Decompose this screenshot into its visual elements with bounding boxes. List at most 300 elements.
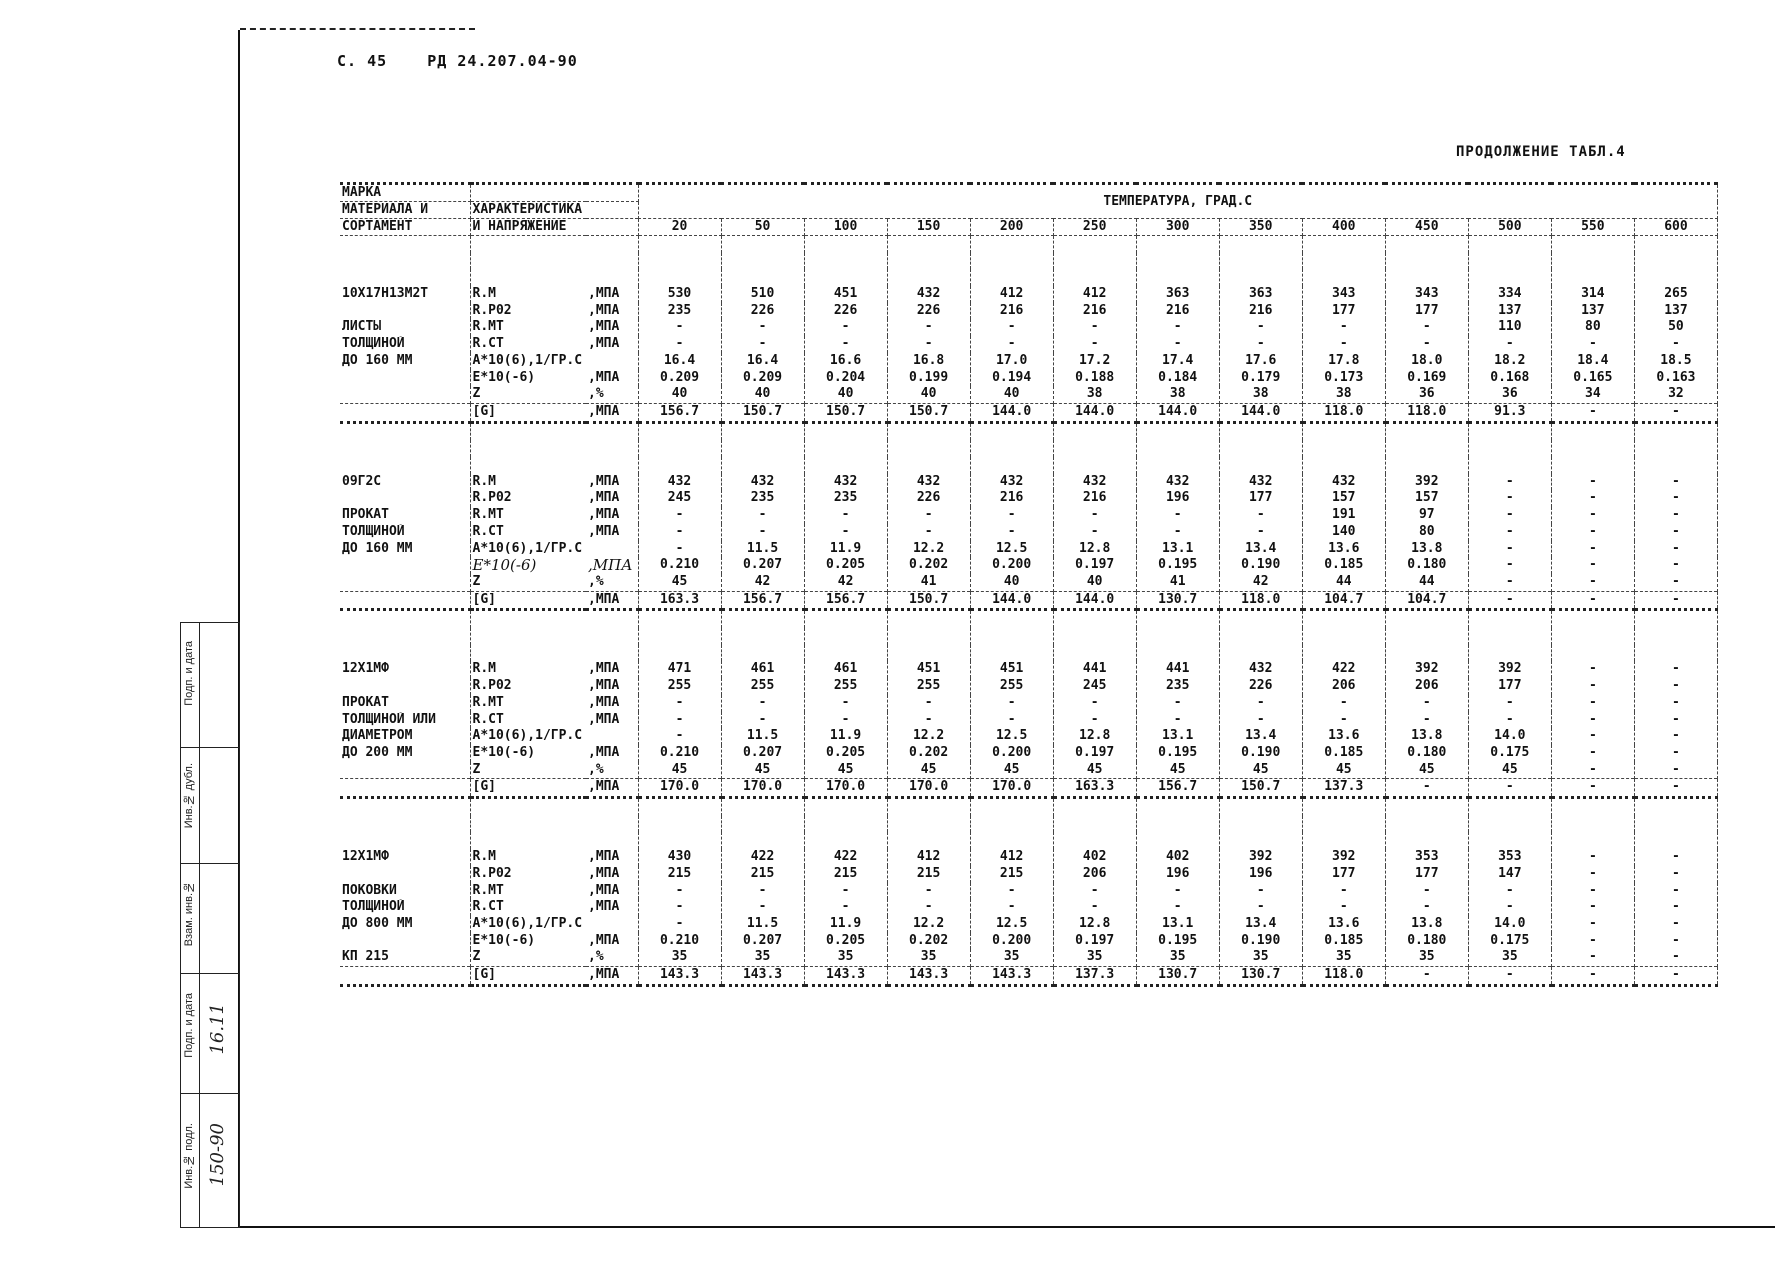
- characteristic-unit: ,МПА: [586, 303, 638, 320]
- value-cell: 353: [1468, 849, 1551, 866]
- empty-cell: [804, 236, 887, 253]
- empty-cell: [1468, 269, 1551, 286]
- value-cell: -: [1551, 883, 1634, 900]
- value-cell: 422: [804, 849, 887, 866]
- value-cell: 42: [721, 574, 804, 591]
- value-cell: -: [721, 899, 804, 916]
- empty-cell: [638, 269, 721, 286]
- empty-cell: [586, 816, 638, 833]
- value-cell: 137: [1468, 303, 1551, 320]
- empty-cell: [1634, 645, 1717, 662]
- value-cell: 0.188: [1053, 370, 1136, 387]
- empty-cell: [1468, 832, 1551, 849]
- value-cell: -: [1551, 574, 1634, 591]
- empty-cell: [1468, 440, 1551, 457]
- value-cell: 215: [638, 866, 721, 883]
- empty-cell: [638, 798, 721, 816]
- value-cell: -: [638, 695, 721, 712]
- empty-cell: [1219, 628, 1302, 645]
- empty-cell: [470, 610, 586, 628]
- empty-cell: [970, 269, 1053, 286]
- empty-cell: [887, 269, 970, 286]
- material-line: ТОЛЩИНОЙ: [340, 336, 470, 353]
- material-line: ТОЛЩИНОЙ: [340, 899, 470, 916]
- value-cell: -: [1053, 319, 1136, 336]
- material-line: ДИАМЕТРОМ: [340, 728, 470, 745]
- value-cell: 216: [1136, 303, 1219, 320]
- table-row: [340, 728, 1718, 745]
- value-cell: -: [970, 507, 1053, 524]
- empty-cell: [804, 457, 887, 474]
- empty-cell: [970, 628, 1053, 645]
- temperature-header-cell: 600: [1634, 219, 1717, 236]
- value-cell: -: [970, 319, 1053, 336]
- value-cell: 13.8: [1385, 916, 1468, 933]
- empty-cell: [887, 645, 970, 662]
- value-cell: -: [1385, 695, 1468, 712]
- stamp-label: Инв.№ подл.: [183, 1123, 195, 1189]
- empty-cell: [586, 253, 638, 270]
- value-cell: -: [1634, 779, 1717, 798]
- characteristic-name: A*10(6),1/ГР.C: [470, 728, 586, 745]
- empty-cell: [1634, 440, 1717, 457]
- value-cell: -: [1551, 779, 1634, 798]
- empty-cell: [340, 610, 470, 628]
- value-cell: 245: [1053, 678, 1136, 695]
- empty-cell: [340, 236, 470, 253]
- value-cell: -: [1136, 899, 1219, 916]
- value-cell: 0.210: [638, 745, 721, 762]
- characteristic-name: R.MT: [470, 695, 586, 712]
- spacer-row: [340, 269, 1718, 286]
- empty-cell: [340, 628, 470, 645]
- empty-cell: [1136, 645, 1219, 662]
- material-line: ПРОКАТ: [340, 507, 470, 524]
- value-cell: 191: [1302, 507, 1385, 524]
- value-cell: 177: [1385, 303, 1468, 320]
- empty-cell: [586, 832, 638, 849]
- value-cell: -: [1136, 695, 1219, 712]
- value-cell: 17.6: [1219, 353, 1302, 370]
- table-row: [340, 286, 1718, 303]
- value-cell: 255: [721, 678, 804, 695]
- value-cell: 118.0: [1219, 591, 1302, 610]
- value-cell: 34: [1551, 386, 1634, 403]
- value-cell: 144.0: [1219, 403, 1302, 422]
- empty-cell: [1468, 253, 1551, 270]
- empty-cell: [470, 422, 586, 440]
- spacer-row: [340, 798, 1718, 816]
- empty-cell: [1551, 422, 1634, 440]
- value-cell: 170.0: [804, 779, 887, 798]
- value-cell: -: [887, 336, 970, 353]
- value-cell: -: [1302, 883, 1385, 900]
- value-cell: 18.4: [1551, 353, 1634, 370]
- value-cell: -: [1468, 591, 1551, 610]
- characteristic-name: Z: [470, 386, 586, 403]
- empty-cell: [638, 645, 721, 662]
- empty-cell: [1053, 457, 1136, 474]
- value-cell: -: [638, 336, 721, 353]
- characteristic-unit: ,%: [586, 949, 638, 966]
- value-cell: 0.202: [887, 933, 970, 950]
- empty-cell: [721, 253, 804, 270]
- empty-cell: [340, 403, 470, 422]
- value-cell: 0.195: [1136, 557, 1219, 574]
- value-cell: 45: [1136, 762, 1219, 779]
- value-cell: 343: [1302, 286, 1385, 303]
- value-cell: 216: [970, 303, 1053, 320]
- value-cell: -: [721, 319, 804, 336]
- value-cell: 35: [1385, 949, 1468, 966]
- value-cell: 35: [887, 949, 970, 966]
- empty-cell: [586, 457, 638, 474]
- empty-cell: [1053, 798, 1136, 816]
- characteristic-unit: ,МПА: [586, 866, 638, 883]
- value-cell: 14.0: [1468, 916, 1551, 933]
- document-code: РД 24.207.04-90: [427, 52, 578, 70]
- value-cell: 0.207: [721, 557, 804, 574]
- value-cell: 353: [1385, 849, 1468, 866]
- value-cell: -: [804, 524, 887, 541]
- spacer-row: [340, 253, 1718, 270]
- empty-cell: [1468, 798, 1551, 816]
- empty-cell: [887, 422, 970, 440]
- empty-cell: [470, 832, 586, 849]
- characteristic-unit: ,%: [586, 762, 638, 779]
- spacer-row: [340, 236, 1718, 253]
- value-cell: 32: [1634, 386, 1717, 403]
- value-cell: -: [1468, 524, 1551, 541]
- value-cell: -: [1551, 967, 1634, 986]
- value-cell: 45: [1053, 762, 1136, 779]
- value-cell: 13.1: [1136, 541, 1219, 558]
- characteristic-unit: ,МПА: [586, 336, 638, 353]
- value-cell: 16.4: [721, 353, 804, 370]
- value-cell: 0.180: [1385, 557, 1468, 574]
- value-cell: 16.4: [638, 353, 721, 370]
- value-cell: -: [1219, 524, 1302, 541]
- value-cell: 422: [1302, 661, 1385, 678]
- value-cell: 0.204: [804, 370, 887, 387]
- empty-cell: [1302, 628, 1385, 645]
- empty-cell: [1302, 440, 1385, 457]
- value-cell: -: [1053, 336, 1136, 353]
- value-cell: 226: [804, 303, 887, 320]
- allowable-stress-row: [340, 591, 1718, 610]
- empty-cell: [1468, 816, 1551, 833]
- value-cell: 432: [887, 286, 970, 303]
- empty-cell: [340, 816, 470, 833]
- value-cell: 91.3: [1468, 403, 1551, 422]
- value-cell: -: [1634, 916, 1717, 933]
- characteristic-unit: ,МПА: [586, 474, 638, 491]
- value-cell: 392: [1385, 474, 1468, 491]
- value-cell: 144.0: [970, 403, 1053, 422]
- empty-cell: [1053, 645, 1136, 662]
- empty-cell: [1053, 269, 1136, 286]
- empty-cell: [1302, 457, 1385, 474]
- empty-cell: [1136, 440, 1219, 457]
- value-cell: -: [1302, 319, 1385, 336]
- table-row: [340, 695, 1718, 712]
- value-cell: -: [804, 319, 887, 336]
- empty-cell: [638, 610, 721, 628]
- value-cell: -: [1468, 574, 1551, 591]
- empty-cell: [1136, 253, 1219, 270]
- value-cell: -: [1551, 678, 1634, 695]
- table-continuation-label: ПРОДОЛЖЕНИЕ ТАБЛ.4: [1456, 144, 1626, 160]
- characteristic-unit: ,МПА: [586, 661, 638, 678]
- empty-cell: [970, 610, 1053, 628]
- empty-cell: [804, 832, 887, 849]
- value-cell: 156.7: [1136, 779, 1219, 798]
- empty-cell: [887, 798, 970, 816]
- value-cell: -: [1468, 490, 1551, 507]
- characteristic-unit: ,МПА: [586, 745, 638, 762]
- value-cell: -: [638, 319, 721, 336]
- temperature-header-cell: 20: [638, 219, 721, 236]
- empty-cell: [1385, 816, 1468, 833]
- value-cell: 11.9: [804, 728, 887, 745]
- empty-cell: [1468, 628, 1551, 645]
- value-cell: -: [1385, 336, 1468, 353]
- value-cell: 156.7: [804, 591, 887, 610]
- temperature-header-cell: 250: [1053, 219, 1136, 236]
- value-cell: -: [1302, 899, 1385, 916]
- value-cell: 0.200: [970, 933, 1053, 950]
- empty-cell: [721, 440, 804, 457]
- empty-cell: [1385, 645, 1468, 662]
- value-cell: -: [1136, 883, 1219, 900]
- table-row: [340, 541, 1718, 558]
- empty-cell: [1136, 236, 1219, 253]
- empty-cell: [1468, 610, 1551, 628]
- value-cell: 215: [804, 866, 887, 883]
- empty-cell: [887, 457, 970, 474]
- value-cell: 216: [970, 490, 1053, 507]
- value-cell: -: [1468, 967, 1551, 986]
- material-line: КП 215: [340, 949, 470, 966]
- empty-cell: [1385, 610, 1468, 628]
- characteristic-unit: ,МПА: [586, 967, 638, 986]
- table-row: [340, 849, 1718, 866]
- value-cell: 143.3: [638, 967, 721, 986]
- value-cell: -: [887, 524, 970, 541]
- value-cell: 226: [721, 303, 804, 320]
- value-cell: 206: [1385, 678, 1468, 695]
- characteristic-unit: ,МПА: [586, 507, 638, 524]
- material-line: 12Х1МФ: [340, 661, 470, 678]
- value-cell: 45: [1302, 762, 1385, 779]
- empty-cell: [638, 457, 721, 474]
- value-cell: -: [1053, 507, 1136, 524]
- value-cell: 156.7: [638, 403, 721, 422]
- value-cell: 13.4: [1219, 728, 1302, 745]
- empty-cell: [638, 440, 721, 457]
- value-cell: 13.8: [1385, 728, 1468, 745]
- characteristic-unit: [586, 916, 638, 933]
- empty-cell: [340, 440, 470, 457]
- value-cell: -: [804, 336, 887, 353]
- value-cell: 432: [970, 474, 1053, 491]
- material-header: МАТЕРИАЛА И: [340, 202, 470, 219]
- value-cell: 451: [887, 661, 970, 678]
- material-line: ДО 160 ММ: [340, 541, 470, 558]
- empty-cell: [470, 628, 586, 645]
- value-cell: 12.8: [1053, 728, 1136, 745]
- empty-cell: [804, 440, 887, 457]
- value-cell: 137.3: [1053, 967, 1136, 986]
- value-cell: 42: [804, 574, 887, 591]
- value-cell: -: [1634, 949, 1717, 966]
- value-cell: 45: [1385, 762, 1468, 779]
- value-cell: 18.2: [1468, 353, 1551, 370]
- value-cell: 45: [1468, 762, 1551, 779]
- stamp-handwritten-number: 150-90: [207, 1123, 228, 1187]
- value-cell: 392: [1468, 661, 1551, 678]
- value-cell: 0.202: [887, 557, 970, 574]
- value-cell: 177: [1385, 866, 1468, 883]
- value-cell: -: [1302, 695, 1385, 712]
- empty-cell: [1302, 798, 1385, 816]
- value-cell: 0.210: [638, 557, 721, 574]
- value-cell: -: [887, 883, 970, 900]
- value-cell: -: [1551, 490, 1634, 507]
- empty-cell: [1634, 269, 1717, 286]
- stamp-label: Инв.№ дубл.: [183, 763, 195, 829]
- value-cell: 156.7: [721, 591, 804, 610]
- value-cell: 11.9: [804, 541, 887, 558]
- material-line: ДО 800 ММ: [340, 916, 470, 933]
- empty-cell: [340, 832, 470, 849]
- value-cell: -: [721, 695, 804, 712]
- value-cell: 530: [638, 286, 721, 303]
- empty-cell: [887, 440, 970, 457]
- material-line: [340, 933, 470, 950]
- value-cell: -: [1219, 899, 1302, 916]
- stamp-label: Взам. инв.№: [183, 881, 195, 947]
- empty-cell: [1219, 457, 1302, 474]
- value-cell: -: [804, 712, 887, 729]
- value-cell: 412: [887, 849, 970, 866]
- empty-cell: [887, 832, 970, 849]
- value-cell: 18.5: [1634, 353, 1717, 370]
- spacer-row: [340, 440, 1718, 457]
- empty-cell: [1136, 816, 1219, 833]
- value-cell: 226: [1219, 678, 1302, 695]
- value-cell: 0.190: [1219, 933, 1302, 950]
- empty-cell: [1551, 440, 1634, 457]
- value-cell: 18.0: [1385, 353, 1468, 370]
- empty-cell: [721, 798, 804, 816]
- value-cell: -: [970, 695, 1053, 712]
- value-cell: 11.9: [804, 916, 887, 933]
- value-cell: -: [1634, 883, 1717, 900]
- empty-cell: [1551, 832, 1634, 849]
- value-cell: 255: [970, 678, 1053, 695]
- value-cell: -: [1634, 899, 1717, 916]
- material-line: ДО 200 ММ: [340, 745, 470, 762]
- empty-cell: [1136, 610, 1219, 628]
- empty-cell: [804, 798, 887, 816]
- value-cell: 16.6: [804, 353, 887, 370]
- value-cell: -: [887, 712, 970, 729]
- empty-cell: [804, 422, 887, 440]
- value-cell: 35: [1302, 949, 1385, 966]
- value-cell: 45: [1219, 762, 1302, 779]
- spacer-row: [340, 832, 1718, 849]
- empty-cell: [1551, 253, 1634, 270]
- value-cell: -: [638, 899, 721, 916]
- value-cell: -: [1551, 695, 1634, 712]
- characteristic-name: R.MT: [470, 319, 586, 336]
- empty-cell: [340, 253, 470, 270]
- characteristic-name: R.CT: [470, 524, 586, 541]
- material-line: ПОКОВКИ: [340, 883, 470, 900]
- value-cell: -: [1551, 661, 1634, 678]
- value-cell: 0.195: [1136, 745, 1219, 762]
- value-cell: -: [638, 541, 721, 558]
- value-cell: -: [1053, 899, 1136, 916]
- value-cell: -: [1385, 899, 1468, 916]
- value-cell: 150.7: [887, 591, 970, 610]
- empty-cell: [638, 832, 721, 849]
- empty-cell: [1634, 253, 1717, 270]
- value-cell: 16.8: [887, 353, 970, 370]
- value-cell: -: [721, 883, 804, 900]
- value-cell: 143.3: [970, 967, 1053, 986]
- material-header: МАРКА: [340, 184, 470, 202]
- value-cell: 255: [804, 678, 887, 695]
- value-cell: 235: [721, 490, 804, 507]
- characteristic-header: [470, 184, 638, 202]
- value-cell: -: [1551, 474, 1634, 491]
- value-cell: 38: [1302, 386, 1385, 403]
- value-cell: 13.1: [1136, 916, 1219, 933]
- value-cell: 0.197: [1053, 933, 1136, 950]
- material-line: [340, 386, 470, 403]
- empty-cell: [1219, 798, 1302, 816]
- value-cell: 206: [1053, 866, 1136, 883]
- table-row: [340, 762, 1718, 779]
- value-cell: 150.7: [1219, 779, 1302, 798]
- value-cell: 45: [638, 762, 721, 779]
- characteristic-unit: ,МПА: [586, 695, 638, 712]
- empty-cell: [586, 645, 638, 662]
- characteristic-name: R.M: [470, 849, 586, 866]
- table-row: [340, 949, 1718, 966]
- value-cell: 0.165: [1551, 370, 1634, 387]
- empty-cell: [1385, 457, 1468, 474]
- value-cell: 104.7: [1302, 591, 1385, 610]
- value-cell: 35: [721, 949, 804, 966]
- empty-cell: [1219, 610, 1302, 628]
- material-line: ЛИСТЫ: [340, 319, 470, 336]
- value-cell: 255: [638, 678, 721, 695]
- material-line: [340, 762, 470, 779]
- temperature-header-cell: 50: [721, 219, 804, 236]
- empty-cell: [1136, 832, 1219, 849]
- table-row: [340, 490, 1718, 507]
- material-line: ПРОКАТ: [340, 695, 470, 712]
- value-cell: 0.190: [1219, 557, 1302, 574]
- characteristic-name: R.P02: [470, 490, 586, 507]
- empty-cell: [887, 628, 970, 645]
- empty-cell: [1219, 816, 1302, 833]
- characteristic-name: A*10(6),1/ГР.C: [470, 541, 586, 558]
- characteristic-unit: ,МПА: [586, 557, 638, 574]
